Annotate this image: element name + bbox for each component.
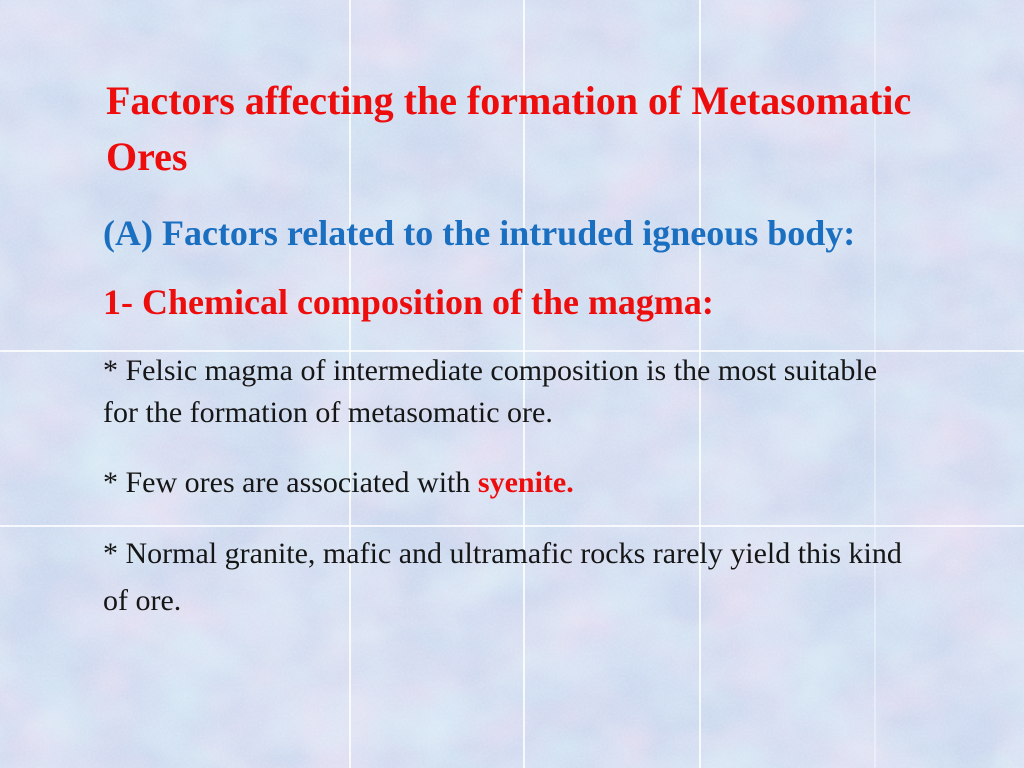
syenite-highlight: syenite. bbox=[477, 466, 574, 499]
slide-title: Factors affecting the formation of Metasomatic Ores bbox=[106, 78, 912, 179]
heading-factors-igneous-body: (A) Factors related to the intruded igneous body: bbox=[103, 213, 856, 253]
grid-line-horizontal-2 bbox=[0, 525, 1024, 527]
bullet-few-ores-text: * Few ores are associated with bbox=[103, 466, 478, 499]
bullet-normal-granite: * Normal granite, mafic and ultramafic rocks rarely yield this kind of ore. bbox=[103, 537, 902, 617]
bullet-few-ores bbox=[103, 462, 574, 504]
heading-chemical-composition: 1- Chemical composition of the magma: bbox=[103, 282, 714, 322]
bullet-felsic-magma: * Felsic magma of intermediate composition is the most suitable for the formation of metasomatic ore. bbox=[103, 354, 878, 429]
